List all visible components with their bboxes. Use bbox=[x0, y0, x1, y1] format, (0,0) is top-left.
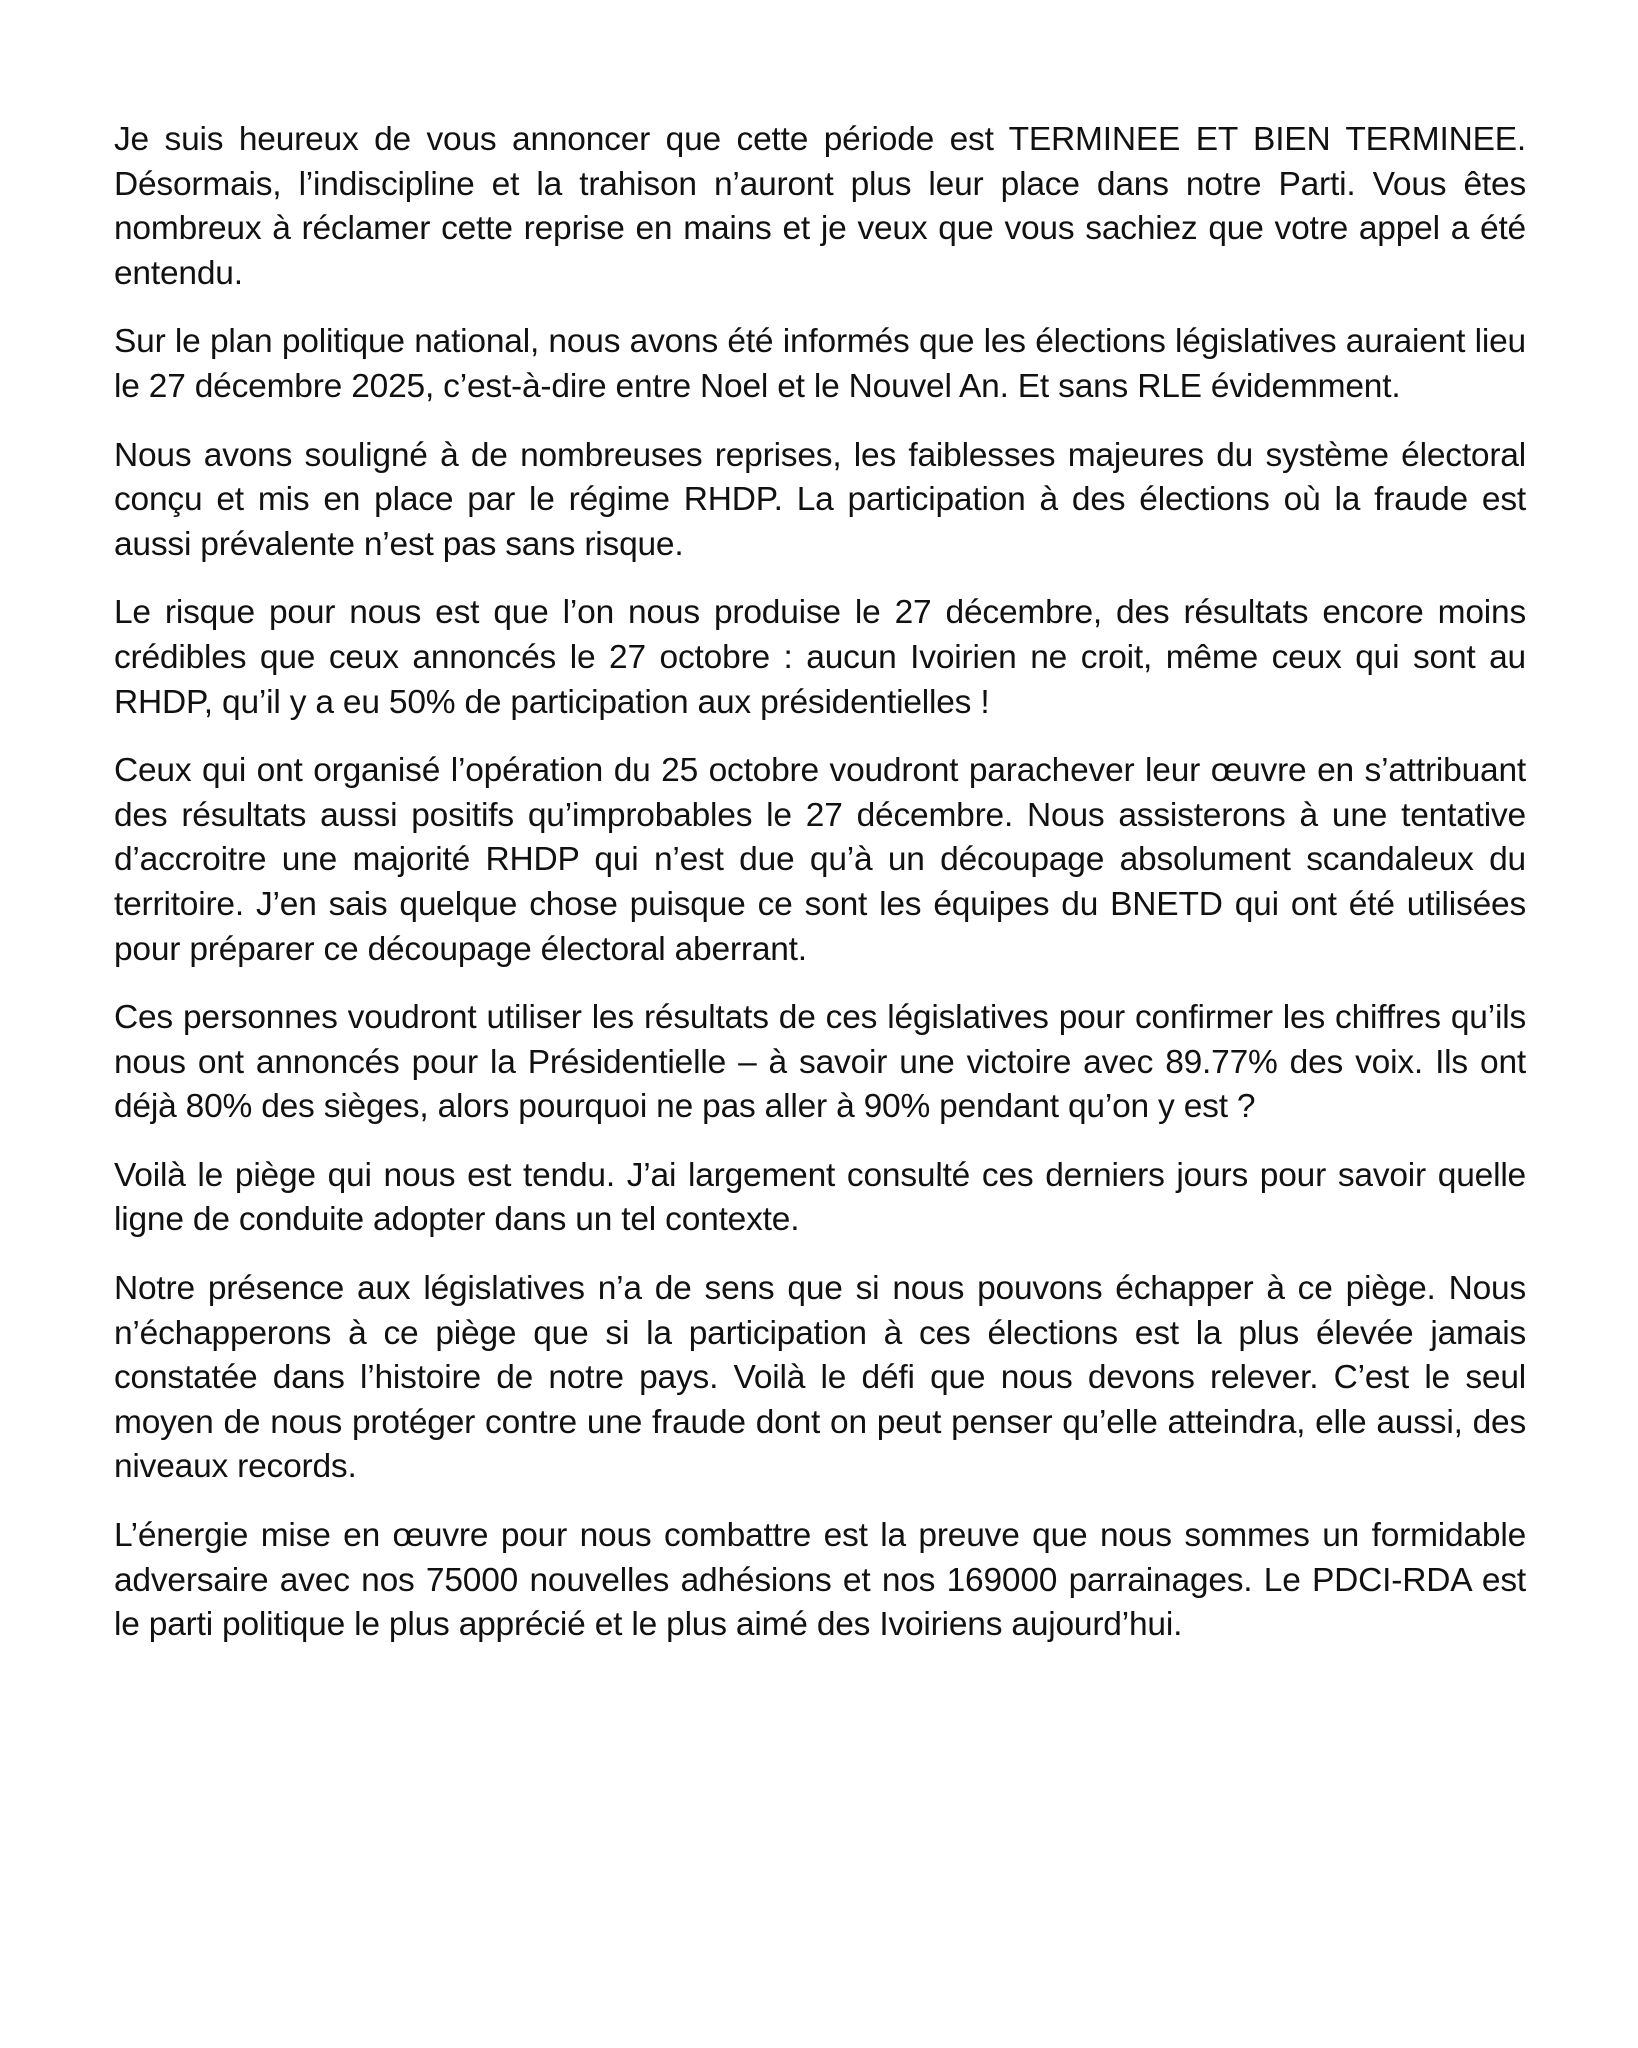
paragraph-election-date: Sur le plan politique national, nous avons été informés que les élections législatives auraient lieu le 27 décembre 2025, c’est-à-dire entre Noel et le Nouvel An. Et sans RLE évidemment. bbox=[114, 323, 1526, 405]
paragraph-participation-challenge: Notre présence aux législatives n’a de sens que si nous pouvons échapper à ce piège. Nous n’échapperons à ce piège que si la participation à ces élections est la plus élevée jamais constatée dans l’histoire de notre pays. Voilà le défi que nous devons relever. C’est le seul moyen de nous protéger contre une fraude dont on peut penser qu’elle atteindra, elle aussi, des niveaux records. bbox=[114, 1270, 1526, 1486]
paragraph-electoral-system: Nous avons souligné à de nombreuses reprises, les faiblesses majeures du système électoral conçu et mis en place par le régime RHDP. La participation à des élections où la fraude est aussi prévalente n’est pas sans risque. bbox=[114, 436, 1526, 563]
paragraph-risk: Le risque pour nous est que l’on nous produise le 27 décembre, des résultats encore moins crédibles que ceux annoncés le 27 octobre : aucun Ivoirien ne croit, même ceux qui sont au RHDP, qu’il y a eu 50% de participation aux présidentielles ! bbox=[114, 594, 1526, 721]
paragraph-results-confirmation: Ces personnes voudront utiliser les résultats de ces législatives pour confirmer les chiffres qu’ils nous ont annoncés pour la Présidentielle – à savoir une victoire avec 89.77% des voix. Ils ont déjà 80% des sièges, alors pourquoi ne pas aller à 90% pendant qu’on y est ? bbox=[114, 999, 1526, 1126]
paragraph-trap: Voilà le piège qui nous est tendu. J’ai largement consulté ces derniers jours pour savoir quelle ligne de conduite adopter dans un tel contexte. bbox=[114, 1156, 1526, 1239]
paragraph-announcement: Je suis heureux de vous annoncer que cette période est TERMINEE ET BIEN TERMINEE. Désormais, l’indiscipline et la trahison n’auront plus leur place dans notre Parti. Vous êtes nombreux à réclamer cette reprise en mains et je veux que vous sachiez que votre appel a été entendu. bbox=[114, 121, 1526, 292]
document-body bbox=[114, 118, 1526, 1672]
paragraph-party-strength: L’énergie mise en œuvre pour nous combattre est la preuve que nous sommes un formidable adversaire avec nos 75000 nouvelles adhésions et nos 169000 parrainages. Le PDCI-RDA est le parti politique le plus apprécié et le plus aimé des Ivoiriens aujourd’hui. bbox=[114, 1517, 1526, 1644]
paragraph-october-operation: Ceux qui ont organisé l’opération du 25 octobre voudront parachever leur œuvre en s’attribuant des résultats aussi positifs qu’improbables le 27 décembre. Nous assisterons à une tentative d’accroitre une majorité RHDP qui n’est due qu’à un découpage absolument scandaleux du territoire. J’en sais quelque chose puisque ce sont les équipes du BNETD qui ont été utilisées pour préparer ce découpage électoral aberrant. bbox=[114, 752, 1526, 968]
